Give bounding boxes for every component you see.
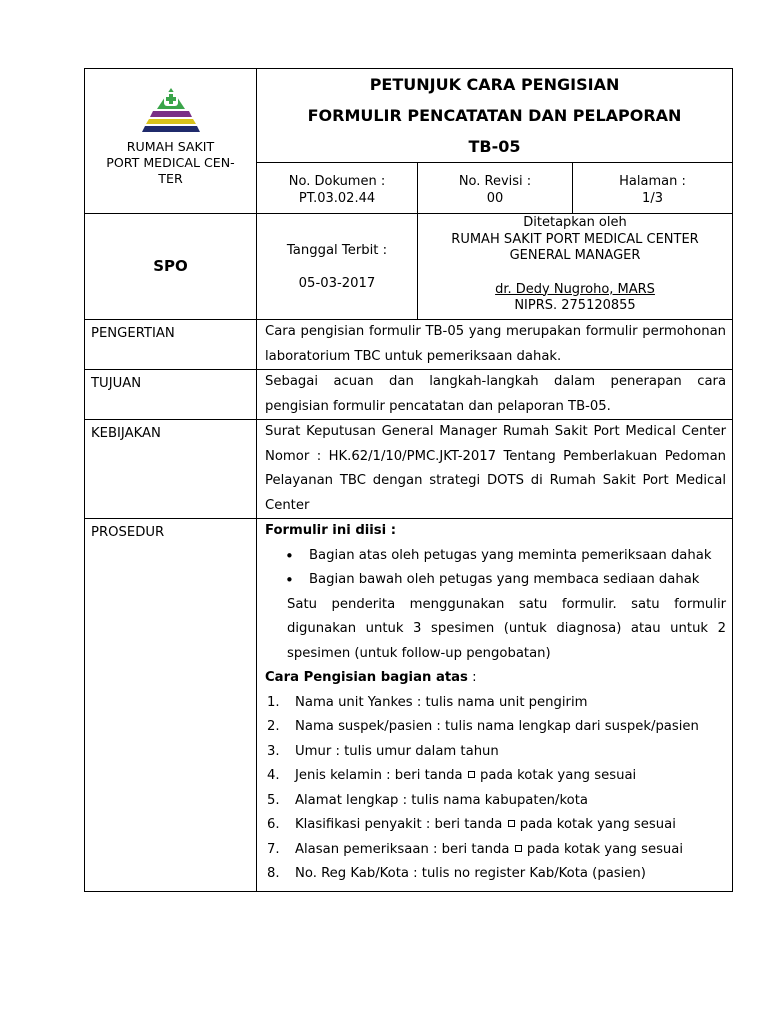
step-number: 2. xyxy=(267,719,280,734)
document-title xyxy=(257,69,733,163)
spo-label: SPO xyxy=(85,214,257,320)
spo-document xyxy=(84,68,732,950)
checkbox-icon xyxy=(468,771,475,778)
prosedur-content xyxy=(257,519,733,892)
no-dokumen-value: PT.03.02.44 xyxy=(298,191,376,206)
hospital-name-line1: RUMAH SAKIT xyxy=(126,139,215,154)
list-item xyxy=(267,740,726,765)
ditetapkan-label: Ditetapkan oleh xyxy=(523,215,627,230)
halaman-value: 1/3 xyxy=(642,191,663,206)
sub-heading-text: Cara Pengisian bagian atas xyxy=(265,670,468,685)
step-text: Jenis kelamin : beri tanda xyxy=(295,768,467,783)
list-item: • Bagian atas oleh petugas yang meminta pemeriksaan dahak xyxy=(309,544,726,569)
step-text: Alasan pemeriksaan : beri tanda xyxy=(295,841,514,857)
prosedur-note: Satu penderita menggunakan satu formulir. satu formulir digunakan untuk 3 spesimen (untuk diagnosa) atau untuk 2 spesimen (untuk follow-up pengobatan) xyxy=(287,596,727,661)
step-text-suffix: pada kotak yang sesuai xyxy=(522,841,684,857)
list-item xyxy=(267,862,726,887)
tanggal-terbit-value: 05-03-2017 xyxy=(298,276,376,291)
tanggal-terbit-label: Tanggal Terbit : xyxy=(286,243,388,258)
kebijakan-label: KEBIJAKAN xyxy=(85,420,257,519)
no-revisi-cell xyxy=(418,163,573,214)
step-number: 1. xyxy=(267,694,280,710)
prosedur-bullet-list xyxy=(265,544,726,593)
step-number: 4. xyxy=(267,768,280,783)
list-item xyxy=(267,838,726,863)
list-item xyxy=(267,813,726,838)
ditetapkan-cell xyxy=(418,214,733,320)
list-item xyxy=(267,789,726,814)
step-number: 3. xyxy=(267,743,280,759)
step-text: Umur : tulis umur dalam tahun xyxy=(295,743,499,759)
step-text: Klasifikasi penyakit : beri tanda xyxy=(295,817,507,832)
pengertian-label: PENGERTIAN xyxy=(85,320,257,370)
sub-heading-suffix: : xyxy=(467,670,477,685)
no-revisi-label: No. Revisi : xyxy=(458,174,532,189)
checkbox-icon xyxy=(515,845,522,852)
hospital-logo-icon xyxy=(137,87,205,135)
step-number: 5. xyxy=(267,792,280,808)
step-text: Alamat lengkap : tulis nama kabupaten/kota xyxy=(295,792,588,808)
tujuan-text: Sebagai acuan dan langkah-langkah dalam penerapan cara pengisian formulir pencatatan dan pelaporan TB-05. xyxy=(257,370,733,420)
tujuan-label: TUJUAN xyxy=(85,370,257,420)
steps-list xyxy=(265,691,726,887)
ditetapkan-org1: RUMAH SAKIT PORT MEDICAL CENTER xyxy=(451,231,699,247)
list-item: • Bagian bawah oleh petugas yang membaca sediaan dahak xyxy=(309,568,726,593)
signer-nip: NIPRS. 275120855 xyxy=(514,298,636,313)
step-number: 7. xyxy=(267,841,280,857)
checkbox-icon xyxy=(508,820,515,827)
ditetapkan-org2: GENERAL MANAGER xyxy=(509,248,641,263)
sub-heading xyxy=(265,666,726,691)
tanggal-terbit-cell xyxy=(257,214,418,320)
title-line3: TB-05 xyxy=(468,137,521,156)
step-number: 8. xyxy=(267,866,280,881)
step-text-suffix: pada kotak yang sesuai xyxy=(475,768,637,783)
halaman-cell xyxy=(573,163,733,214)
prosedur-label: PROSEDUR xyxy=(85,519,257,892)
hospital-name-line3: TER xyxy=(158,171,183,186)
step-text-suffix: pada kotak yang sesuai xyxy=(515,817,676,832)
title-line1: PETUNJUK CARA PENGISIAN xyxy=(369,75,620,94)
kebijakan-text: Surat Keputusan General Manager Rumah Sakit Port Medical Center Nomor : HK.62/1/10/PMC.JKT-2017 Tentang Pemberlakuan Pedoman Pelayanan TBC dengan strategi DOTS di Rumah Sakit Port Medical Center xyxy=(257,420,733,519)
step-text: Nama suspek/pasien : tulis nama lengkap dari suspek/pasien xyxy=(295,719,699,734)
pengertian-text: Cara pengisian formulir TB-05 yang merupakan formulir permohonan laboratorium TBC untuk pemeriksaan dahak. xyxy=(257,320,733,370)
prosedur-heading: Formulir ini diisi : xyxy=(265,523,397,538)
no-dokumen-cell xyxy=(257,163,418,214)
signer-name: dr. Dedy Nugroho, MARS xyxy=(495,281,655,297)
list-item xyxy=(267,715,726,740)
hospital-name-line2: PORT MEDICAL CEN- xyxy=(106,155,235,170)
no-dokumen-label: No. Dokumen : xyxy=(288,174,386,189)
no-revisi-value: 00 xyxy=(486,191,504,206)
list-item xyxy=(267,691,726,716)
hospital-logo-cell xyxy=(85,69,257,214)
step-number: 6. xyxy=(267,817,280,832)
spo-table xyxy=(84,68,733,892)
halaman-label: Halaman : xyxy=(619,174,686,189)
step-text: Nama unit Yankes : tulis nama unit pengirim xyxy=(295,694,588,710)
list-item xyxy=(267,764,726,789)
step-text: No. Reg Kab/Kota : tulis no register Kab/Kota (pasien) xyxy=(295,866,646,881)
title-line2: FORMULIR PENCATATAN DAN PELAPORAN xyxy=(307,106,682,125)
